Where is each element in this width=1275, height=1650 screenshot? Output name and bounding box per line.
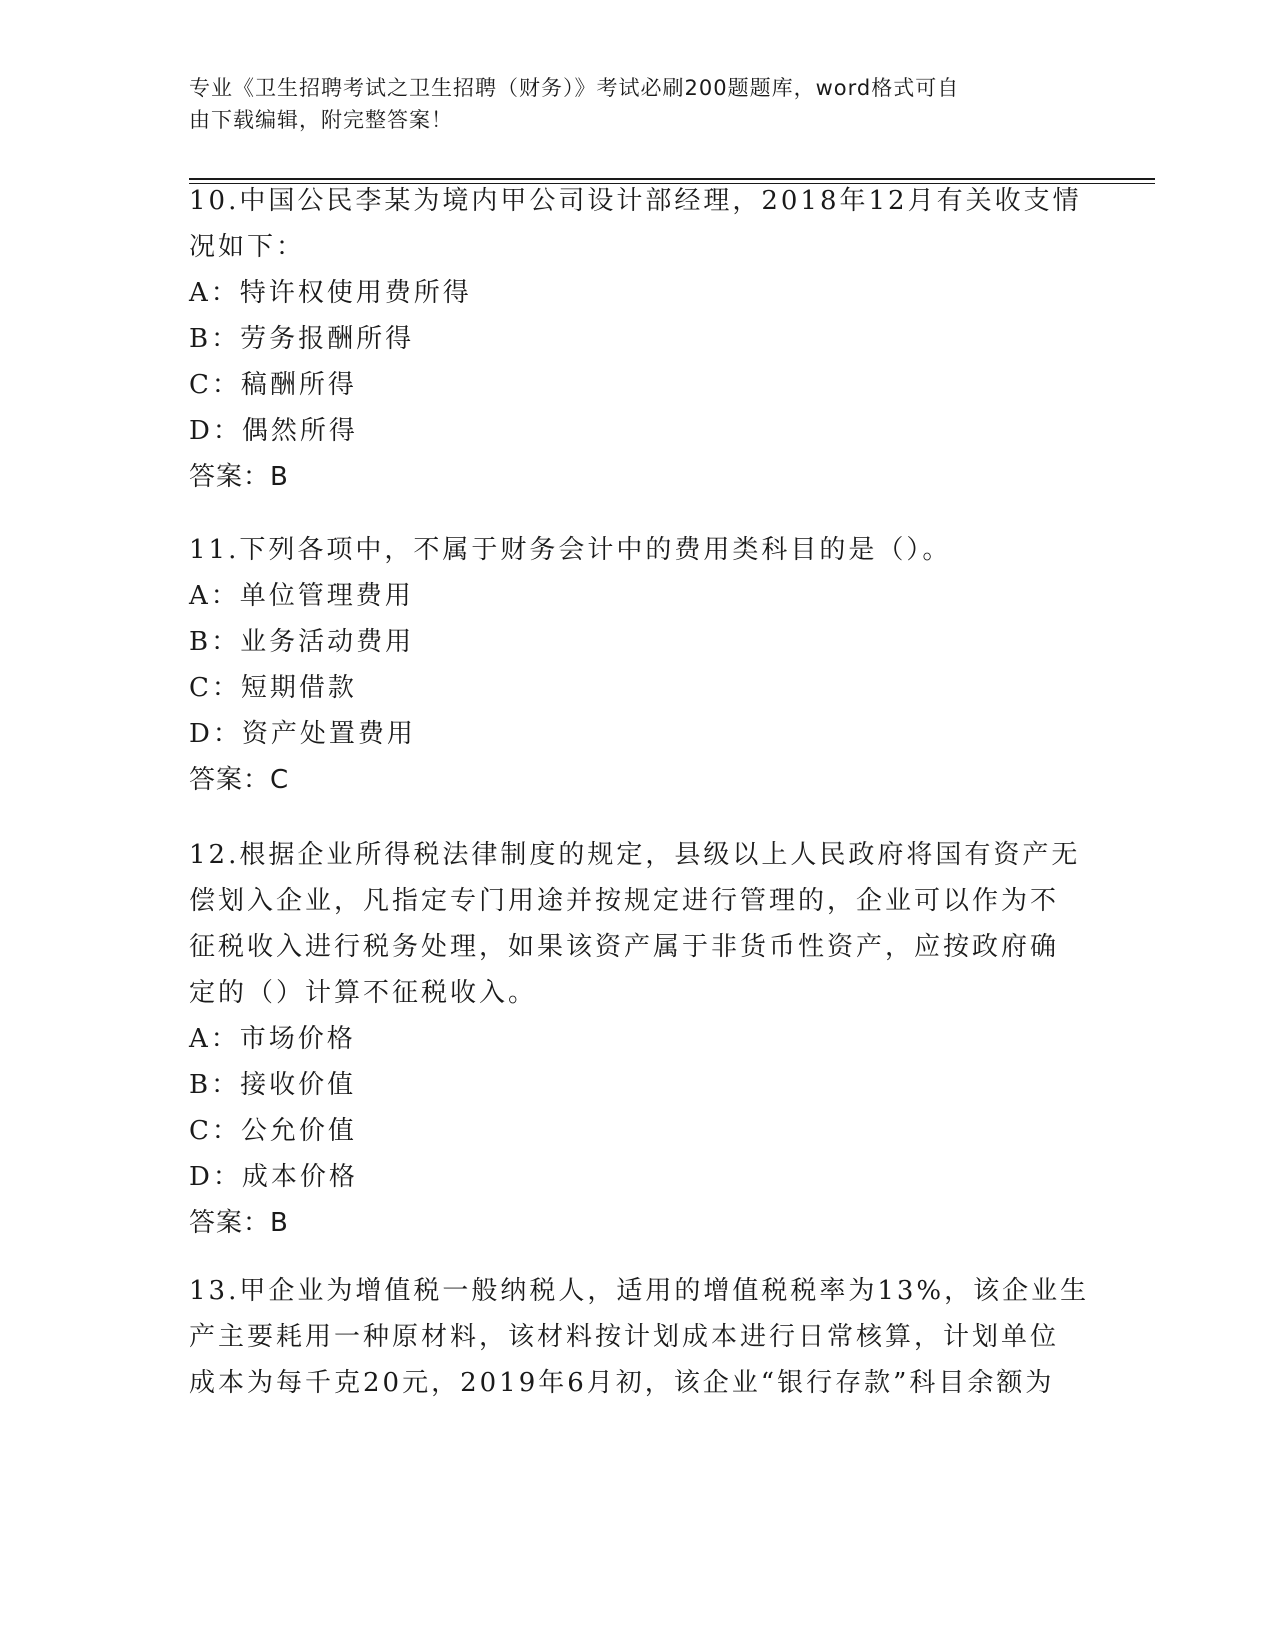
question-stem: 偿划入企业，凡指定专门用途并按规定进行管理的，企业可以作为不 bbox=[189, 886, 1060, 916]
question-stem: 13.甲企业为增值税一般纳税人，适用的增值税税率为13%，该企业生 bbox=[189, 1276, 1090, 1306]
question-10 bbox=[189, 178, 1089, 500]
question-stem: 10.中国公民李某为境内甲公司设计部经理，2018年12月有关收支情 bbox=[189, 186, 1082, 216]
document-header bbox=[189, 72, 1069, 136]
question-stem: 成本为每千克20元，2019年6月初，该企业“银行存款”科目余额为 bbox=[189, 1368, 1055, 1398]
option-c: C：短期借款 bbox=[189, 673, 357, 703]
answer: 答案：B bbox=[189, 462, 289, 492]
option-c: C：稿酬所得 bbox=[189, 370, 357, 400]
option-a: A：特许权使用费所得 bbox=[189, 278, 472, 308]
question-stem: 况如下： bbox=[189, 232, 306, 262]
option-b: B：劳务报酬所得 bbox=[189, 324, 415, 354]
question-stem: 11.下列各项中，不属于财务会计中的费用类科目的是（）。 bbox=[189, 535, 952, 565]
question-12 bbox=[189, 832, 1089, 1246]
question-stem: 12.根据企业所得税法律制度的规定，县级以上人民政府将国有资产无 bbox=[189, 840, 1081, 870]
option-b: B：接收价值 bbox=[189, 1070, 357, 1100]
option-d: D：成本价格 bbox=[189, 1162, 358, 1192]
option-a: A：单位管理费用 bbox=[189, 581, 414, 611]
answer: 答案：B bbox=[189, 1208, 289, 1238]
option-a: A：市场价格 bbox=[189, 1024, 356, 1054]
answer: 答案：C bbox=[189, 765, 290, 795]
option-b: B：业务活动费用 bbox=[189, 627, 415, 657]
option-d: D：资产处置费用 bbox=[189, 719, 416, 749]
question-11 bbox=[189, 527, 1089, 803]
header-line: 专业《卫生招聘考试之卫生招聘（财务）》考试必刷200题题库，word格式可自 bbox=[189, 76, 960, 100]
question-stem: 产主要耗用一种原材料，该材料按计划成本进行日常核算，计划单位 bbox=[189, 1322, 1060, 1352]
question-stem: 定的（）计算不征税收入。 bbox=[189, 978, 538, 1008]
question-13 bbox=[189, 1268, 1089, 1406]
option-c: C：公允价值 bbox=[189, 1116, 357, 1146]
option-d: D：偶然所得 bbox=[189, 416, 358, 446]
question-stem: 征税收入进行税务处理，如果该资产属于非货币性资产，应按政府确 bbox=[189, 932, 1060, 962]
header-line: 由下载编辑，附完整答案！ bbox=[189, 108, 453, 132]
